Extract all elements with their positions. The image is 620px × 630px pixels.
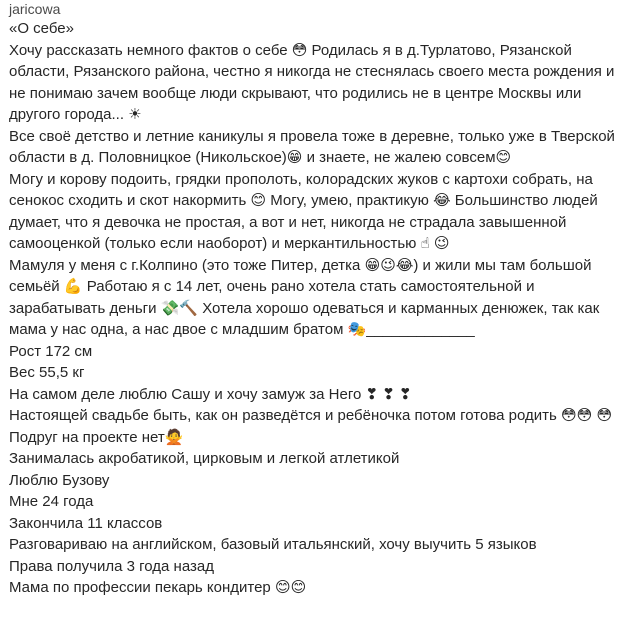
caption-line-wedding: Настоящей свадьбе быть, как он разведётся и ребёночка потом готова родить 😳😳 😳 — [9, 407, 613, 424]
caption-line-height: Рост 172 см — [9, 342, 93, 360]
author-username[interactable]: jaricowa — [9, 1, 61, 17]
caption-line-buzova: Люблю Бузову — [9, 471, 110, 489]
caption-line-sports: Занималась акробатикой, цирковым и легкой атлетикой — [9, 450, 400, 467]
caption-line-friends: Подруг на проекте нет🙅 — [9, 428, 184, 446]
caption-line-title: «О себе» — [9, 20, 74, 37]
caption-line-languages: Разговариваю на английском, базовый итальянский, хочу выучить 5 языков — [9, 536, 537, 553]
caption-line-weight: Вес 55,5 кг — [9, 364, 85, 381]
caption-line-skills: Могу и корову подоить, грядки прополоть, колорадских жуков с картохи собрать, на сенокос сходить и скот накормить 😊 Могу, умею, практикую 😂 Большинство людей думает, что я девочка не простая, а вот и нет, никогда не страдала завышенной самооценкой (только если наоборот) и меркантильностью ☝ 😉 — [9, 170, 602, 252]
caption-line-school: Закончила 11 классов — [9, 514, 163, 532]
caption-line-birthplace: Хочу рассказать немного фактов о себе 😳 Родилась я в д.Турлатово, Рязанской области, Рязанского района, честно я никогда не стеснялась своего места рождения и не понимаю зачем вообще люди скрывают, что родились не в центре Москвы или другого города... ☀ — [9, 41, 619, 123]
caption-line-family: Мамуля у меня с г.Колпино (это тоже Питер, детка 😁😉😂) и жили мы там большой семьёй 💪 Работаю я с 14 лет, очень рано хотела стать самостоятельной и зарабатывать деньги 💸🔨 Хотела хорошо одеваться и карманных денюжек, так как мама у нас одна, а нас двое с младшим братом 🎭_____________ — [9, 256, 604, 338]
caption-line-mother-job: Мама по профессии пекарь кондитер 😊😊 — [9, 579, 307, 596]
caption-line-love: На самом деле люблю Сашу и хочу замуж за Него ❣ ❣ ❣ — [9, 385, 412, 403]
caption-line-age: Мне 24 года — [9, 493, 94, 510]
caption-line-childhood: Все своё детство и летние каникулы я провела тоже в деревне, только уже в Тверской области в д. Половницкое (Никольское)😁 и знаете, не жалею совсем😊 — [9, 127, 620, 166]
caption-line-license: Права получила 3 года назад — [9, 557, 214, 575]
